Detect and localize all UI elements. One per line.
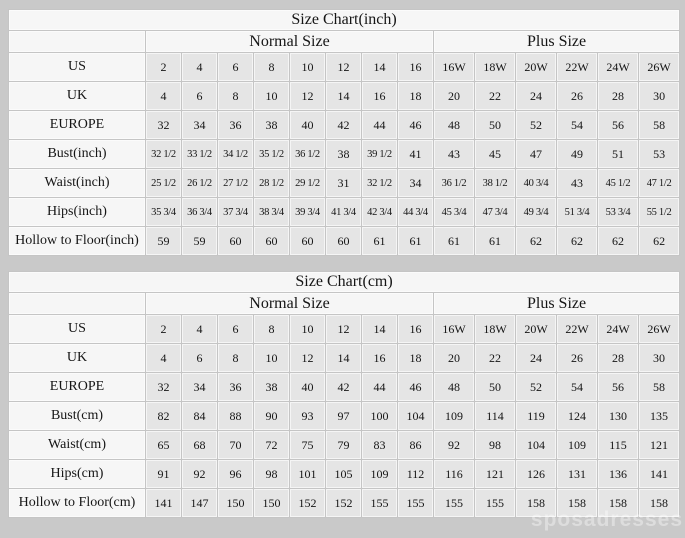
size-cell: 24 — [516, 344, 557, 373]
size-cell: 22 — [475, 344, 516, 373]
size-cell: 29 1/2 — [290, 169, 326, 198]
table-row — [9, 315, 680, 344]
size-cell: 16 — [398, 315, 434, 344]
size-cell: 61 — [434, 227, 475, 256]
size-cell: 104 — [516, 431, 557, 460]
size-cell: 16 — [398, 53, 434, 82]
size-cell: 100 — [362, 402, 398, 431]
size-cell: 12 — [326, 315, 362, 344]
watermark: sposadresses — [530, 508, 683, 531]
size-cell: 105 — [326, 460, 362, 489]
size-cell: 6 — [182, 82, 218, 111]
table-body — [9, 53, 680, 256]
size-cell: 61 — [398, 227, 434, 256]
row-label: Bust(cm) — [9, 402, 146, 431]
size-cell: 10 — [254, 344, 290, 373]
size-cell: 152 — [290, 489, 326, 518]
size-cell: 36 — [218, 111, 254, 140]
size-cell: 10 — [254, 82, 290, 111]
size-cell: 28 — [598, 82, 639, 111]
size-cell: 92 — [434, 431, 475, 460]
size-cell: 130 — [598, 402, 639, 431]
table-row — [9, 140, 680, 169]
size-cell: 93 — [290, 402, 326, 431]
size-cell: 43 — [557, 169, 598, 198]
size-cell: 104 — [398, 402, 434, 431]
size-cell: 26 — [557, 82, 598, 111]
size-cell: 54 — [557, 373, 598, 402]
size-cell: 158 — [557, 489, 598, 518]
size-cell: 45 1/2 — [598, 169, 639, 198]
size-cell: 158 — [598, 489, 639, 518]
table-row — [9, 198, 680, 227]
size-cell: 147 — [182, 489, 218, 518]
size-cell: 43 — [434, 140, 475, 169]
size-cell: 44 3/4 — [398, 198, 434, 227]
size-cell: 115 — [598, 431, 639, 460]
size-cell: 70 — [218, 431, 254, 460]
size-cell: 30 — [639, 344, 680, 373]
size-cell: 14 — [326, 344, 362, 373]
size-cell: 28 1/2 — [254, 169, 290, 198]
size-cell: 8 — [254, 315, 290, 344]
size-cell: 35 3/4 — [146, 198, 182, 227]
size-cell: 26W — [639, 315, 680, 344]
size-cell: 47 — [516, 140, 557, 169]
size-cell: 158 — [639, 489, 680, 518]
size-cell: 32 — [146, 111, 182, 140]
size-cell: 68 — [182, 431, 218, 460]
group-header-row — [9, 31, 680, 53]
size-cell: 150 — [254, 489, 290, 518]
size-cell: 8 — [218, 82, 254, 111]
size-cell: 96 — [218, 460, 254, 489]
size-cell: 2 — [146, 53, 182, 82]
row-label: UK — [9, 344, 146, 373]
size-cell: 60 — [326, 227, 362, 256]
size-cell: 36 1/2 — [434, 169, 475, 198]
table-row — [9, 344, 680, 373]
plus-size-header: Plus Size — [434, 31, 680, 53]
size-cell: 50 — [475, 373, 516, 402]
size-cell: 51 3/4 — [557, 198, 598, 227]
size-cell: 16W — [434, 53, 475, 82]
size-cell: 33 1/2 — [182, 140, 218, 169]
row-label: EUROPE — [9, 111, 146, 140]
size-cell: 14 — [362, 315, 398, 344]
size-cell: 52 — [516, 111, 557, 140]
size-cell: 34 — [398, 169, 434, 198]
size-cell: 41 — [398, 140, 434, 169]
size-cell: 42 — [326, 111, 362, 140]
size-cell: 31 — [326, 169, 362, 198]
size-cell: 91 — [146, 460, 182, 489]
row-label: Waist(inch) — [9, 169, 146, 198]
size-cell: 4 — [146, 344, 182, 373]
table-body — [9, 315, 680, 518]
size-cell: 4 — [182, 53, 218, 82]
size-cell: 4 — [146, 82, 182, 111]
table-row — [9, 489, 680, 518]
size-cell: 8 — [254, 53, 290, 82]
size-cell: 126 — [516, 460, 557, 489]
size-cell: 39 3/4 — [290, 198, 326, 227]
size-cell: 53 — [639, 140, 680, 169]
size-cell: 56 — [598, 111, 639, 140]
size-cell: 18 — [398, 82, 434, 111]
size-cell: 92 — [182, 460, 218, 489]
size-cell: 82 — [146, 402, 182, 431]
size-cell: 155 — [362, 489, 398, 518]
size-chart-table-cm — [8, 271, 680, 518]
size-cell: 61 — [475, 227, 516, 256]
size-cell: 62 — [598, 227, 639, 256]
size-cell: 141 — [639, 460, 680, 489]
size-cell: 155 — [434, 489, 475, 518]
size-cell: 26 — [557, 344, 598, 373]
size-cell: 155 — [475, 489, 516, 518]
size-cell: 38 1/2 — [475, 169, 516, 198]
size-cell: 14 — [362, 53, 398, 82]
size-cell: 42 3/4 — [362, 198, 398, 227]
size-cell: 52 — [516, 373, 557, 402]
row-label: Bust(inch) — [9, 140, 146, 169]
size-cell: 45 3/4 — [434, 198, 475, 227]
table-row — [9, 111, 680, 140]
size-cell: 14 — [326, 82, 362, 111]
size-cell: 62 — [516, 227, 557, 256]
size-cell: 35 1/2 — [254, 140, 290, 169]
size-cell: 152 — [326, 489, 362, 518]
table-row — [9, 373, 680, 402]
size-cell: 141 — [146, 489, 182, 518]
size-cell: 24W — [598, 315, 639, 344]
size-cell: 6 — [218, 315, 254, 344]
size-cell: 34 1/2 — [218, 140, 254, 169]
size-cell: 155 — [398, 489, 434, 518]
size-cell: 12 — [290, 82, 326, 111]
size-cell: 40 — [290, 373, 326, 402]
size-cell: 12 — [326, 53, 362, 82]
size-cell: 44 — [362, 373, 398, 402]
size-cell: 24W — [598, 53, 639, 82]
size-cell: 150 — [218, 489, 254, 518]
size-cell: 49 — [557, 140, 598, 169]
size-cell: 46 — [398, 373, 434, 402]
size-cell: 88 — [218, 402, 254, 431]
size-cell: 32 1/2 — [146, 140, 182, 169]
size-cell: 101 — [290, 460, 326, 489]
size-cell: 60 — [290, 227, 326, 256]
size-cell: 36 3/4 — [182, 198, 218, 227]
size-cell: 48 — [434, 111, 475, 140]
size-cell: 109 — [557, 431, 598, 460]
size-chart-table-inch — [8, 9, 680, 256]
size-cell: 124 — [557, 402, 598, 431]
size-cell: 12 — [290, 344, 326, 373]
size-cell: 158 — [516, 489, 557, 518]
size-cell: 59 — [146, 227, 182, 256]
size-cell: 121 — [639, 431, 680, 460]
size-cell: 135 — [639, 402, 680, 431]
size-cell: 50 — [475, 111, 516, 140]
row-label: Hips(inch) — [9, 198, 146, 227]
size-cell: 60 — [218, 227, 254, 256]
size-cell: 53 3/4 — [598, 198, 639, 227]
size-cell: 116 — [434, 460, 475, 489]
size-cell: 32 — [146, 373, 182, 402]
size-cell: 38 3/4 — [254, 198, 290, 227]
table-title: Size Chart(inch) — [9, 10, 680, 31]
size-cell: 47 1/2 — [639, 169, 680, 198]
row-label: UK — [9, 82, 146, 111]
size-cell: 40 3/4 — [516, 169, 557, 198]
table-row — [9, 431, 680, 460]
table-row — [9, 169, 680, 198]
table-row — [9, 227, 680, 256]
size-cell: 114 — [475, 402, 516, 431]
row-label: Hollow to Floor(cm) — [9, 489, 146, 518]
size-cell: 62 — [639, 227, 680, 256]
corner-cell — [9, 293, 146, 315]
size-cell: 59 — [182, 227, 218, 256]
size-cell: 90 — [254, 402, 290, 431]
size-cell: 22 — [475, 82, 516, 111]
size-cell: 6 — [182, 344, 218, 373]
table-row — [9, 460, 680, 489]
size-cell: 39 1/2 — [362, 140, 398, 169]
size-cell: 119 — [516, 402, 557, 431]
table-row — [9, 402, 680, 431]
size-cell: 6 — [218, 53, 254, 82]
size-cell: 86 — [398, 431, 434, 460]
size-cell: 8 — [218, 344, 254, 373]
size-cell: 26 1/2 — [182, 169, 218, 198]
row-label: Hips(cm) — [9, 460, 146, 489]
size-cell: 109 — [362, 460, 398, 489]
size-cell: 2 — [146, 315, 182, 344]
size-cell: 22W — [557, 315, 598, 344]
size-cell: 26W — [639, 53, 680, 82]
group-header-row — [9, 293, 680, 315]
size-cell: 131 — [557, 460, 598, 489]
size-cell: 58 — [639, 111, 680, 140]
title-row — [9, 10, 680, 31]
size-cell: 51 — [598, 140, 639, 169]
size-cell: 40 — [290, 111, 326, 140]
size-cell: 49 3/4 — [516, 198, 557, 227]
size-cell: 4 — [182, 315, 218, 344]
size-cell: 10 — [290, 53, 326, 82]
size-cell: 45 — [475, 140, 516, 169]
size-cell: 16W — [434, 315, 475, 344]
size-cell: 25 1/2 — [146, 169, 182, 198]
size-cell: 83 — [362, 431, 398, 460]
size-cell: 18W — [475, 53, 516, 82]
size-cell: 47 3/4 — [475, 198, 516, 227]
table-row — [9, 53, 680, 82]
size-cell: 38 — [254, 373, 290, 402]
size-cell: 38 — [326, 140, 362, 169]
size-cell: 75 — [290, 431, 326, 460]
size-cell: 42 — [326, 373, 362, 402]
size-cell: 36 — [218, 373, 254, 402]
row-label: US — [9, 53, 146, 82]
size-cell: 10 — [290, 315, 326, 344]
size-cell: 61 — [362, 227, 398, 256]
size-cell: 48 — [434, 373, 475, 402]
size-cell: 30 — [639, 82, 680, 111]
size-cell: 20W — [516, 53, 557, 82]
size-cell: 28 — [598, 344, 639, 373]
row-label: US — [9, 315, 146, 344]
size-cell: 109 — [434, 402, 475, 431]
size-cell: 136 — [598, 460, 639, 489]
table-title: Size Chart(cm) — [9, 272, 680, 293]
size-cell: 54 — [557, 111, 598, 140]
size-cell: 22W — [557, 53, 598, 82]
size-cell: 65 — [146, 431, 182, 460]
size-cell: 58 — [639, 373, 680, 402]
size-cell: 16 — [362, 344, 398, 373]
size-cell: 18 — [398, 344, 434, 373]
row-label: Waist(cm) — [9, 431, 146, 460]
size-cell: 44 — [362, 111, 398, 140]
row-label: Hollow to Floor(inch) — [9, 227, 146, 256]
corner-cell — [9, 31, 146, 53]
normal-size-header: Normal Size — [146, 293, 434, 315]
size-cell: 20 — [434, 82, 475, 111]
size-cell: 60 — [254, 227, 290, 256]
size-cell: 24 — [516, 82, 557, 111]
size-cell: 36 1/2 — [290, 140, 326, 169]
row-label: EUROPE — [9, 373, 146, 402]
size-cell: 56 — [598, 373, 639, 402]
size-cell: 97 — [326, 402, 362, 431]
size-cell: 20W — [516, 315, 557, 344]
size-cell: 98 — [475, 431, 516, 460]
title-row — [9, 272, 680, 293]
size-cell: 72 — [254, 431, 290, 460]
size-cell: 98 — [254, 460, 290, 489]
size-cell: 27 1/2 — [218, 169, 254, 198]
size-cell: 79 — [326, 431, 362, 460]
size-cell: 16 — [362, 82, 398, 111]
size-cell: 84 — [182, 402, 218, 431]
size-cell: 55 1/2 — [639, 198, 680, 227]
size-cell: 112 — [398, 460, 434, 489]
size-cell: 46 — [398, 111, 434, 140]
size-cell: 32 1/2 — [362, 169, 398, 198]
table-row — [9, 82, 680, 111]
normal-size-header: Normal Size — [146, 31, 434, 53]
size-cell: 41 3/4 — [326, 198, 362, 227]
size-cell: 18W — [475, 315, 516, 344]
size-cell: 34 — [182, 373, 218, 402]
size-cell: 121 — [475, 460, 516, 489]
size-cell: 20 — [434, 344, 475, 373]
size-cell: 34 — [182, 111, 218, 140]
size-cell: 38 — [254, 111, 290, 140]
size-cell: 62 — [557, 227, 598, 256]
size-cell: 37 3/4 — [218, 198, 254, 227]
plus-size-header: Plus Size — [434, 293, 680, 315]
